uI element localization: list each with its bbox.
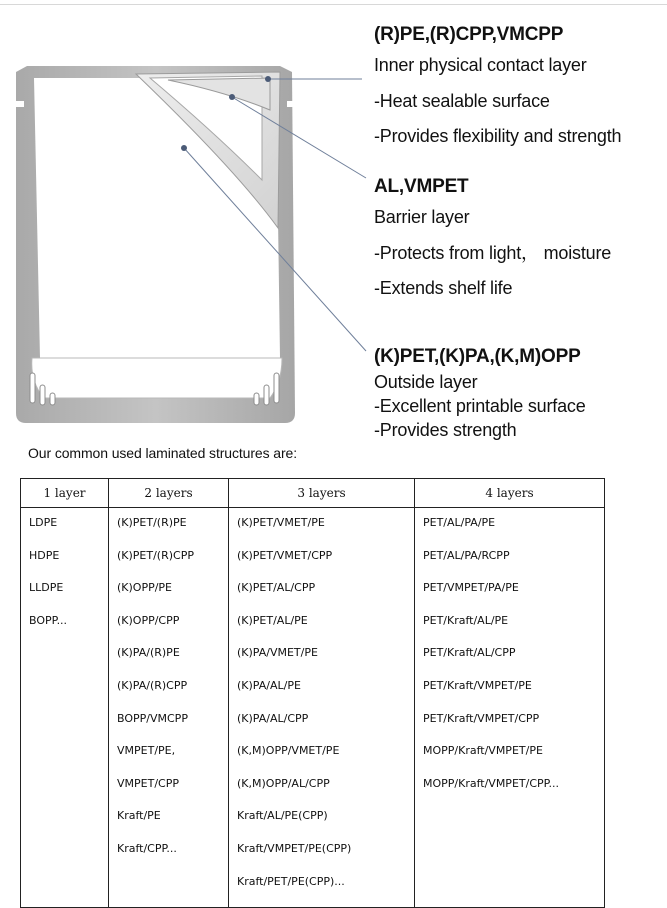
structure-item: Kraft/VMPET/PE(CPP) [237,841,352,855]
outside-layer-line-3: -Provides strength [374,420,517,440]
structure-item: LDPE [29,516,58,529]
structure-list [21,508,108,646]
structure-item: (K)PA/(R)CPP [117,678,188,692]
column-4-layers [415,508,605,908]
structure-item: (K)OPP/PE [117,581,173,595]
structure-item: PET/Kraft/VMPET/PE [423,678,532,692]
header-1-layer: 1 layer [21,479,109,508]
structure-item: BOPP... [29,613,68,627]
structure-item: PET/Kraft/VMPET/CPP [423,711,540,725]
structure-item: PET/VMPET/PA/PE [423,581,519,595]
outside-layer-title: (K)PET,(K)PA,(K,M)OPP [374,346,581,367]
structure-item: Kraft/PET/PE(CPP)... [237,874,345,888]
structures-caption: Our common used laminated structures are: [28,445,298,461]
structure-list [229,508,414,907]
outside-layer-line-1: Outside layer [374,372,478,392]
column-2-layers [109,508,229,908]
table-header-row [21,479,605,508]
structure-item: (K)PET/AL/PE [237,613,308,627]
structure-item: LLDPE [29,581,64,595]
header-2-layers: 2 layers [109,479,229,508]
structure-item: Kraft/PE [117,809,161,823]
structure-item: PET/Kraft/AL/CPP [423,646,516,660]
structure-item: (K,M)OPP/VMET/PE [237,744,340,758]
structure-item: (K)PA/AL/CPP [237,711,309,725]
structure-item: VMPET/CPP [117,776,179,790]
column-3-layers [229,508,415,908]
structure-item: (K)PET/(R)CPP [117,548,194,562]
barrier-layer-callout [374,174,611,307]
structure-item: (K)PET/AL/CPP [237,581,316,595]
barrier-layer-line-3: -Extends shelf life [374,278,513,298]
structure-item: PET/AL/PA/RCPP [423,548,510,562]
header-4-layers: 4 layers [415,479,605,508]
structure-item: BOPP/VMCPP [117,711,188,725]
callout-dot-barrier [229,94,235,100]
structure-item: VMPET/PE, [117,744,176,758]
structure-item: PET/Kraft/AL/PE [423,613,509,627]
barrier-layer-title: AL,VMPET [374,176,469,197]
structure-item: MOPP/Kraft/VMPET/CPP... [423,776,560,790]
outside-layer-callout [374,344,586,442]
inner-layer-line-3: -Provides flexibility and strength [374,126,622,146]
structure-item: MOPP/Kraft/VMPET/PE [423,744,543,758]
column-1-layer [21,508,109,908]
barrier-layer-line-1: Barrier layer [374,207,470,227]
table-body-row [21,508,605,908]
tear-notch-left [14,101,24,107]
structure-list [415,508,604,809]
structure-item: (K)OPP/CPP [117,613,180,627]
barrier-layer-line-2: -Protects from light， moisture [374,242,612,263]
callout-dot-inner [265,76,271,82]
structure-item: (K)PA/VMET/PE [237,646,318,660]
structure-item: (K)PET/VMET/PE [237,516,325,529]
laminated-structures-table [20,478,605,908]
callout-dot-outside [181,145,187,151]
structure-item: Kraft/AL/PE(CPP) [237,809,328,823]
tear-notch-right [287,101,297,107]
structure-item: (K,M)OPP/AL/CPP [237,776,330,790]
structure-item: (K)PA/(R)PE [117,646,180,660]
structure-list [109,508,228,875]
structure-item: (K)PET/VMET/CPP [237,548,333,562]
header-3-layers: 3 layers [229,479,415,508]
outside-layer-line-2: -Excellent printable surface [374,396,586,416]
inner-layer-title: (R)PE,(R)CPP,VMCPP [374,24,564,45]
pouch-gusset [32,358,282,398]
structure-item: HDPE [29,548,60,562]
structure-item: (K)PA/AL/PE [237,678,301,692]
structure-item: (K)PET/(R)PE [117,516,187,529]
inner-layer-callout [374,22,621,155]
inner-layer-line-2: -Heat sealable surface [374,90,550,111]
structure-item: PET/AL/PA/PE [423,516,496,529]
structure-item: Kraft/CPP... [117,841,177,855]
inner-layer-line-1: Inner physical contact layer [374,55,587,75]
